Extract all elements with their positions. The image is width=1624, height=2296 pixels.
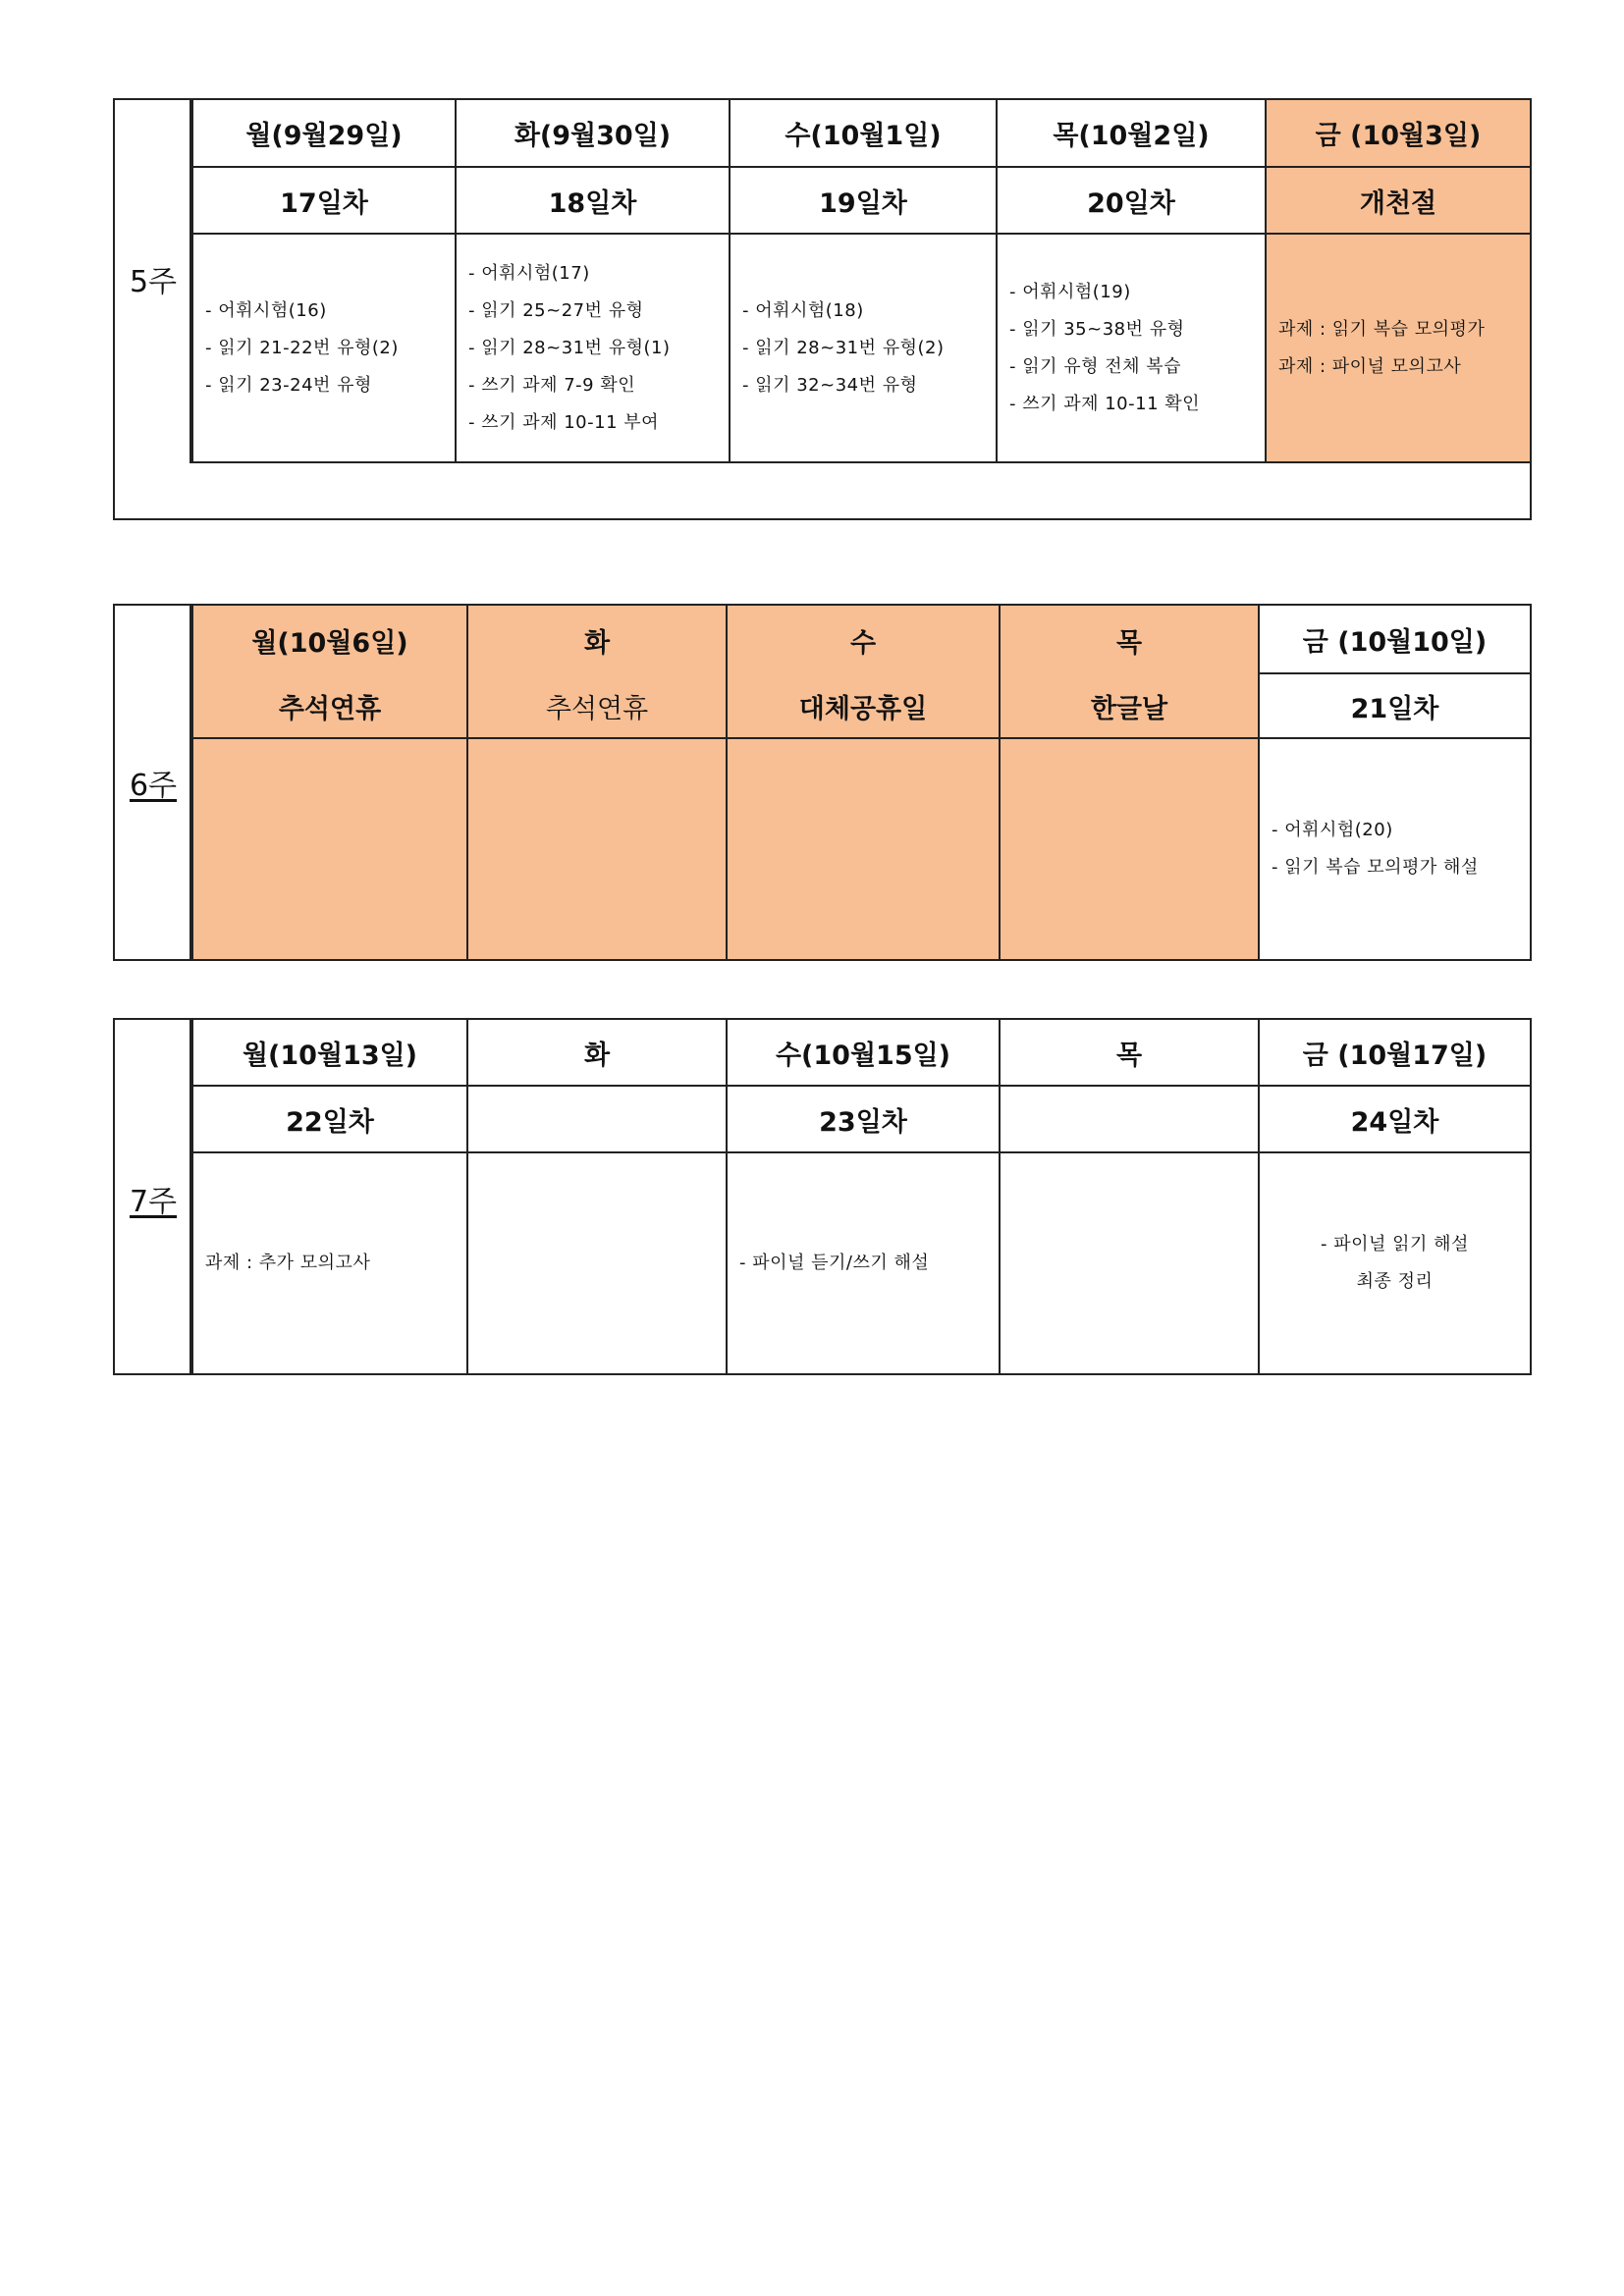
- content-line: - 쓰기 과제 10-11 확인: [1009, 393, 1201, 414]
- content-line: - 읽기 25~27번 유형: [468, 299, 644, 321]
- content-line: - 어휘시험(20): [1272, 820, 1393, 840]
- content-line: - 읽기 32~34번 유형: [742, 374, 918, 396]
- week-label: 7주: [129, 1185, 178, 1219]
- day-header-wed: 수: [726, 606, 999, 674]
- content-line: - 읽기 유형 전체 복습: [1009, 355, 1181, 377]
- content-line: - 읽기 21-22번 유형(2): [205, 337, 399, 358]
- content-line: - 어휘시험(19): [1009, 281, 1131, 302]
- day-content-mon: [191, 739, 466, 959]
- day-content-tue: [466, 1153, 726, 1373]
- content-line: 과제 : 읽기 복습 모의평가: [1278, 318, 1486, 340]
- day-header-mon: 월(9월29일): [191, 100, 455, 168]
- week-5-table: [113, 98, 1532, 520]
- content-line: - 읽기 23-24번 유형: [205, 374, 372, 396]
- day-content-tue: [466, 739, 726, 959]
- day-header-fri: 금 (10월10일): [1258, 606, 1530, 674]
- day-header-mon: 월(10월13일): [191, 1020, 466, 1087]
- day-header-thu: 목: [999, 606, 1258, 674]
- day-header-wed: 수(10월1일): [729, 100, 996, 168]
- day-count-fri: 21일차: [1258, 674, 1530, 739]
- content-line: - 읽기 35~38번 유형: [1009, 318, 1185, 340]
- day-content-fri: [1258, 739, 1530, 959]
- day-count-wed: 19일차: [729, 168, 996, 235]
- day-header-fri: 금 (10월3일): [1265, 100, 1530, 168]
- week-label: 5주: [129, 265, 178, 299]
- content-line: - 어휘시험(16): [205, 299, 327, 321]
- content-line: - 파이널 읽기 해설: [1321, 1234, 1469, 1255]
- day-content-fri: [1265, 235, 1530, 463]
- day-content-mon: [191, 1153, 466, 1373]
- day-header-tue: 화: [466, 606, 726, 674]
- day-content-thu: [999, 739, 1258, 959]
- content-line: - 읽기 복습 모의평가 해설: [1272, 857, 1479, 878]
- week-label: 6주: [129, 769, 178, 803]
- day-content-tue: [455, 235, 729, 463]
- day-header-thu: 목(10월2일): [996, 100, 1265, 168]
- day-count-wed: 대체공휴일: [726, 674, 999, 739]
- day-header-tue: 화(9월30일): [455, 100, 729, 168]
- day-header-wed: 수(10월15일): [726, 1020, 999, 1087]
- day-header-tue: 화: [466, 1020, 726, 1087]
- content-line: 과제 : 파이널 모의고사: [1278, 355, 1462, 377]
- day-count-tue: 18일차: [455, 168, 729, 235]
- day-count-mon: 추석연휴: [191, 674, 466, 739]
- day-content-thu: [996, 235, 1265, 463]
- day-count-thu: [999, 1087, 1258, 1153]
- day-header-mon: 월(10월6일): [191, 606, 466, 674]
- content-line: - 파이널 듣기/쓰기 해설: [739, 1253, 930, 1273]
- day-count-tue: [466, 1087, 726, 1153]
- content-line: 과제 : 추가 모의고사: [205, 1253, 371, 1273]
- content-line: - 쓰기 과제 10-11 부여: [468, 411, 660, 433]
- day-content-wed: [726, 1153, 999, 1373]
- day-content-wed: [726, 739, 999, 959]
- day-count-fri: 24일차: [1258, 1087, 1530, 1153]
- day-count-wed: 23일차: [726, 1087, 999, 1153]
- day-count-thu: 한글날: [999, 674, 1258, 739]
- day-header-fri: 금 (10월17일): [1258, 1020, 1530, 1087]
- content-line: - 쓰기 과제 7-9 확인: [468, 374, 636, 396]
- day-count-thu: 20일차: [996, 168, 1265, 235]
- week-7-table: [113, 1018, 1532, 1375]
- day-content-mon: [191, 235, 455, 463]
- content-line: - 읽기 28~31번 유형(1): [468, 337, 671, 358]
- day-count-mon: 17일차: [191, 168, 455, 235]
- day-content-wed: [729, 235, 996, 463]
- day-header-thu: 목: [999, 1020, 1258, 1087]
- day-count-mon: 22일차: [191, 1087, 466, 1153]
- week-6-table: [113, 604, 1532, 961]
- day-content-thu: [999, 1153, 1258, 1373]
- content-line: 최종 정리: [1356, 1271, 1434, 1292]
- content-line: - 어휘시험(18): [742, 299, 864, 321]
- content-line: - 어휘시험(17): [468, 262, 590, 284]
- day-count-fri: 개천절: [1265, 168, 1530, 235]
- day-content-fri: [1258, 1153, 1530, 1373]
- content-line: - 읽기 28~31번 유형(2): [742, 337, 945, 358]
- day-count-tue: 추석연휴: [466, 674, 726, 739]
